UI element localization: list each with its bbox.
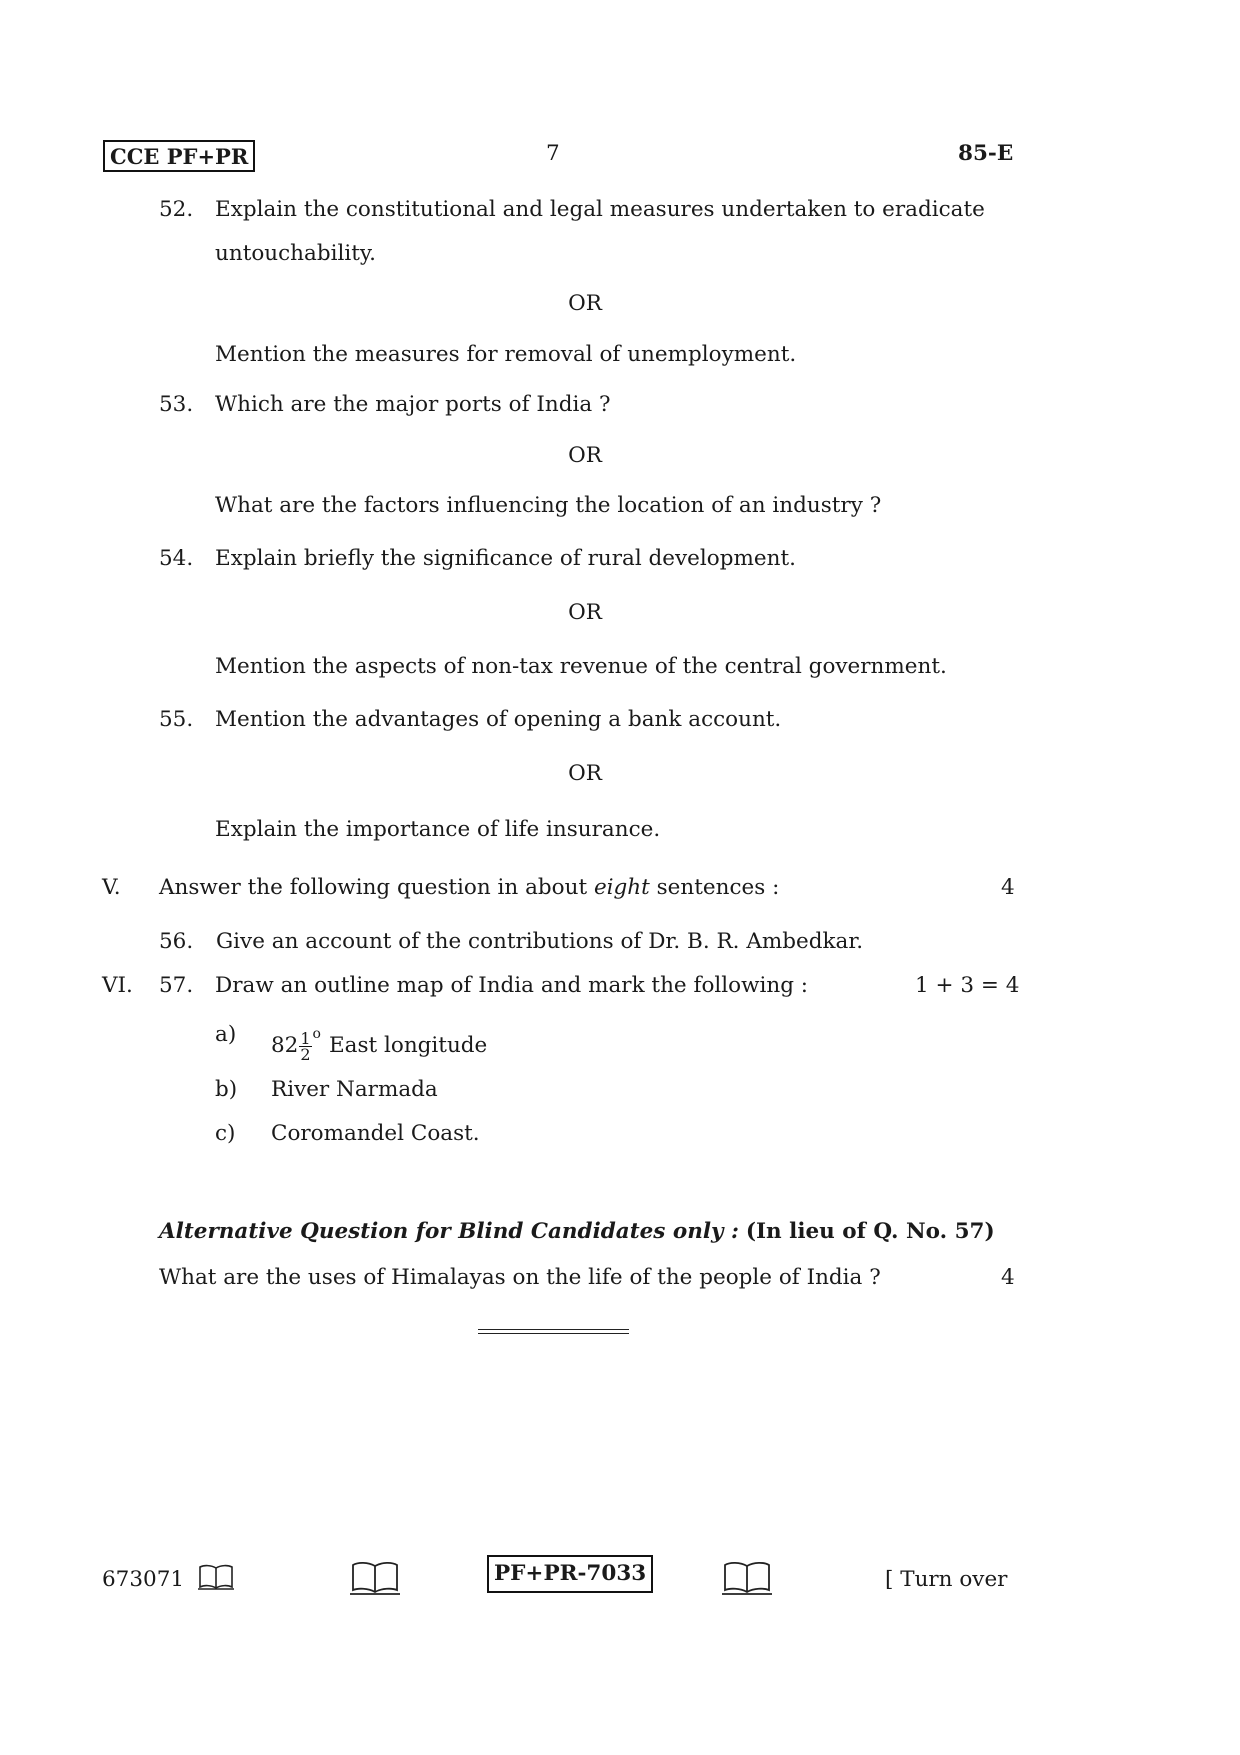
question-number: 52. (159, 197, 194, 222)
book-icon (721, 1560, 773, 1596)
alternative-question: Mention the measures for removal of unemployment. (215, 342, 797, 367)
turn-over-note: [ Turn over (885, 1567, 1008, 1592)
section-marks: 4 (1001, 875, 1015, 900)
paper-code-footer-box: PF+PR-7033 (487, 1555, 653, 1593)
alternative-question: Mention the aspects of non-tax revenue of the central government. (215, 654, 947, 679)
alternative-blind-question: What are the uses of Himalayas on the life of the people of India ? (159, 1265, 881, 1290)
question-number: 54. (159, 546, 194, 571)
alternative-question: What are the factors influencing the location of an industry ? (215, 493, 882, 518)
question-number: 55. (159, 707, 194, 732)
subject-code: 85-E (958, 141, 1014, 166)
question-text: Explain the constitutional and legal measures undertaken to eradicate (215, 197, 985, 222)
footer-serial: 673071 (102, 1567, 185, 1592)
section-instruction: Answer the following question in about eight sentences : (159, 875, 780, 900)
or-separator: OR (568, 291, 602, 316)
or-separator: OR (568, 443, 602, 468)
end-of-questions-rule (478, 1329, 629, 1334)
section-marks: 1 + 3 = 4 (915, 973, 1020, 998)
sub-item-label: a) (215, 1022, 237, 1047)
question-number: 53. (159, 392, 194, 417)
sub-item-label: b) (215, 1077, 238, 1102)
sub-item-text: River Narmada (271, 1077, 438, 1102)
section-marks: 4 (1001, 1265, 1015, 1290)
or-separator: OR (568, 600, 602, 625)
book-icon (197, 1563, 235, 1591)
book-icon (349, 1560, 401, 1596)
question-text: Give an account of the contributions of Dr. B. R. Ambedkar. (216, 929, 864, 954)
question-text: Explain briefly the significance of rural development. (215, 546, 796, 571)
sub-item-label: c) (215, 1121, 236, 1146)
degree-sign: o (312, 1026, 321, 1042)
paper-code-box: CCE PF+PR (103, 140, 255, 172)
section-numeral: VI. (102, 973, 133, 998)
alternative-heading: Alternative Question for Blind Candidates only : (In lieu of Q. No. 57) (159, 1219, 995, 1244)
sub-item-longitude: 82 $\frac{1}{2}$ $^o$ East longitude (271, 1026, 488, 1064)
or-separator: OR (568, 761, 602, 786)
page-number: 7 (546, 141, 560, 166)
alternative-question: Explain the importance of life insurance. (215, 817, 661, 842)
question-number: 57. (159, 973, 194, 998)
question-text: untouchability. (215, 241, 376, 266)
question-text: Which are the major ports of India ? (215, 392, 611, 417)
question-text: Mention the advantages of opening a bank account. (215, 707, 782, 732)
question-text: Draw an outline map of India and mark the following : (215, 973, 809, 998)
section-numeral: V. (102, 875, 121, 900)
fraction-half: $\frac{1}{2}$ (300, 1028, 311, 1064)
sub-item-text: Coromandel Coast. (271, 1121, 480, 1146)
question-number: 56. (159, 929, 194, 954)
